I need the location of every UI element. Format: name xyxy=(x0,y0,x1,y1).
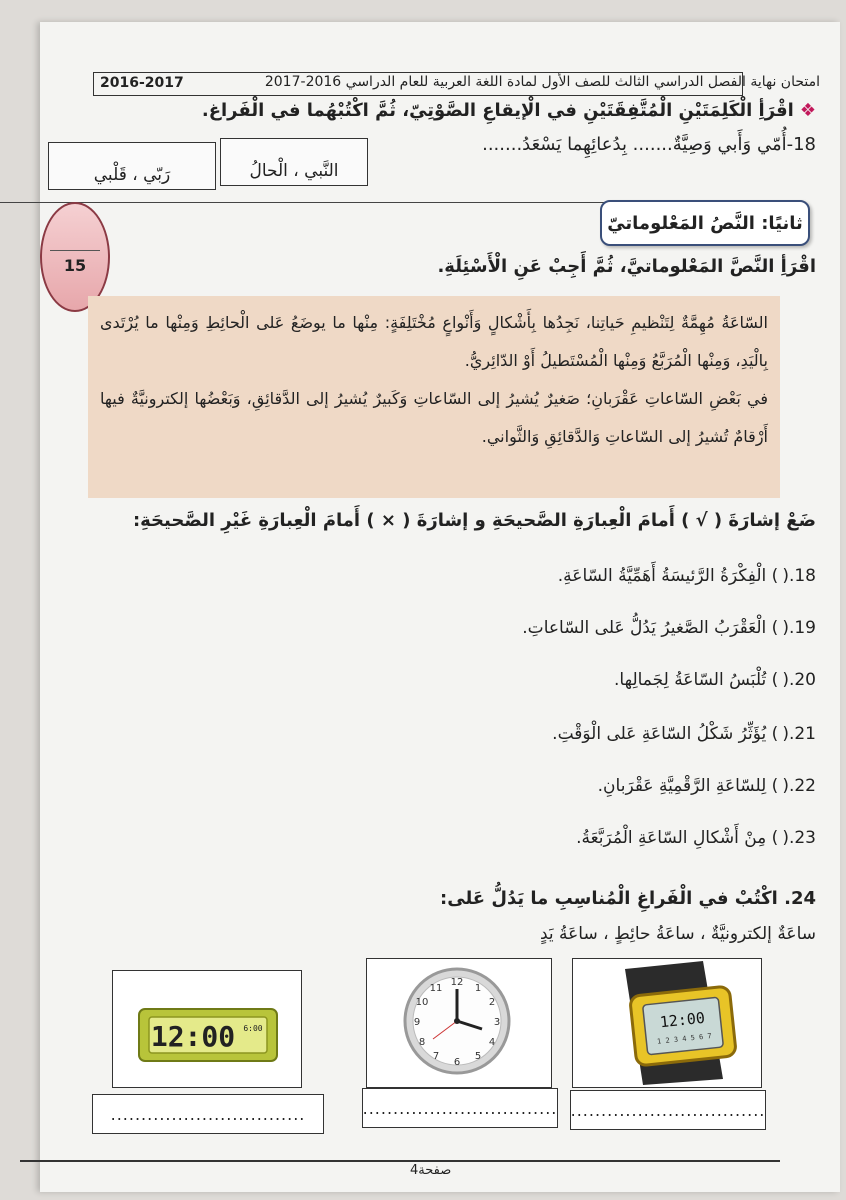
page-number: صفحة4 xyxy=(410,1163,452,1178)
true-false-item: 21.() يُؤَثِّرُ شَكْلُ السّاعَةِ عَلى الْوَقْتِ. xyxy=(552,724,816,744)
exam-title-box xyxy=(93,72,743,96)
score-badge-divider xyxy=(50,250,100,251)
digital-clock-icon xyxy=(113,971,303,1089)
digital-clock-small: 6:00 xyxy=(243,1024,263,1033)
wrist-watch-icon xyxy=(573,959,763,1089)
svg-text:6: 6 xyxy=(453,1057,461,1068)
true-false-item: 20.() تُلْبَسُ السّاعَةُ لِجَمالِها. xyxy=(614,670,816,690)
true-false-item: 18.() الْفِكْرَةُ الرَّئيسَةُ أَهَمِّيَّةُ السّاعَةِ. xyxy=(557,566,816,586)
wall-clock-icon xyxy=(367,959,553,1089)
passage-paragraph-1: السّاعَةُ مُهِمَّةٌ لِتَنْظيمِ حَياتِنا، نَجِدُها بِأَشْكالٍ وَأَنْواعٍ مُخْتَلِفَةٍ: مِنْها ما يوضَعُ عَلى الْحائِطِ وَمِنْها ما يُرْتَدى بِالْيَدِ، وَمِنْها الْمُرَبَّعُ وَمِنْها الْمُسْتَطيلُ أَوْ الدّائِريُّ. xyxy=(100,313,768,370)
svg-text:2: 2 xyxy=(488,997,496,1008)
rhyme-instruction: ❖اقْرَأِ الْكَلِمَتَيْنِ الْمُتَّفِقَتَيْنِ في الْإيقاعِ الصَّوْتِيّ، ثُمَّ اكْتُبْهُما في الْفَراغ. xyxy=(201,100,816,121)
svg-text:12: 12 xyxy=(450,977,464,988)
true-false-instruction: ضَعْ إشارَةَ ( √ ) أَمامَ الْعِبارَةِ الصَّحيحَةِ و إشارَةَ ( × ) أَمامَ الْعِبارَةِ غَيْرِ الصَّحيحَةِ: xyxy=(132,510,816,531)
answer-blank-digital[interactable]: ................................ xyxy=(92,1094,324,1134)
svg-text:3: 3 xyxy=(493,1017,501,1028)
answer-blank-wrist[interactable]: ................................ xyxy=(570,1090,766,1130)
wrist-watch-time: 12:00 xyxy=(658,1008,706,1032)
true-false-item: 23.() مِنْ أَشْكالِ السّاعَةِ الْمُرَبَّعَةُ. xyxy=(576,828,816,848)
footer-line xyxy=(20,1160,780,1162)
svg-text:10: 10 xyxy=(415,997,429,1008)
svg-text:9: 9 xyxy=(413,1017,421,1028)
rhyme-sentence: 18-أُمّي وَأَبي وَصِيَّةٌ....... بِدُعائِهِما يَسْعَدُ....... xyxy=(482,134,816,155)
passage-instruction: اقْرَأِ النَّصَّ المَعْلوماتيَّ، ثُمَّ أَجِبْ عَنِ الْأَسْئِلَةِ. xyxy=(437,256,816,277)
svg-text:7: 7 xyxy=(432,1051,440,1062)
diamond-bullet-icon: ❖ xyxy=(799,100,816,121)
rhyme-option-box-2: رَبّي ، قَلْبي xyxy=(48,142,216,190)
digital-clock-box xyxy=(112,970,302,1088)
informational-passage xyxy=(88,296,780,498)
true-false-item: 19.() الْعَقْرَبُ الصَّغيرُ يَدُلُّ عَلى السّاعاتِ. xyxy=(522,618,816,638)
digital-clock-time: 12:00 xyxy=(150,1020,236,1053)
svg-text:4: 4 xyxy=(488,1037,496,1048)
wall-clock-box xyxy=(366,958,552,1088)
wrist-watch-digits: 1 2 3 4 5 6 7 xyxy=(656,1032,713,1046)
true-false-item: 22.() لِلسّاعَةِ الرَّقْمِيَّةِ عَقْرَبانِ. xyxy=(597,776,816,796)
exam-year: 2016-2017 xyxy=(100,75,184,91)
svg-text:5: 5 xyxy=(474,1051,482,1062)
svg-text:11: 11 xyxy=(429,983,443,994)
exam-header-line: امتحان نهاية الفصل الدراسي الثالث للصف الأول لمادة اللغة العربية للعام الدراسي 2016-2017 xyxy=(264,74,820,90)
rhyme-option-box-1: النَّبي ، الْحالُ xyxy=(220,138,368,186)
wrist-watch-box xyxy=(572,958,762,1088)
q24-instruction: 24. اكْتُبْ في الْفَراغِ الْمُناسِبِ ما يَدُلُّ عَلى: xyxy=(440,888,816,909)
section-title-box: ثانيًا: النَّصُ المَعْلوماتيّ xyxy=(600,200,810,246)
passage-paragraph-2: في بَعْضِ السّاعاتِ عَقْرَبانِ؛ صَغيرٌ يُشيرُ إلى السّاعاتِ وَكَبيرٌ يُشيرُ إلى الدَّقائِقِ، وَبَعْضُها إلكترونيَّةٌ فيها أَرْقامٌ تُشيرُ إلى السّاعاتِ وَالدَّقائِقِ وَالثَّواني. xyxy=(100,389,768,446)
q24-options: ساعَةٌ إلكترونيَّةٌ ، ساعَةُ حائِطٍ ، ساعَةُ يَدٍ xyxy=(539,924,816,944)
svg-text:1: 1 xyxy=(474,983,482,994)
answer-blank-wall[interactable]: ................................ xyxy=(362,1088,558,1128)
score-badge-number: 15 xyxy=(63,256,87,275)
svg-text:8: 8 xyxy=(418,1037,426,1048)
